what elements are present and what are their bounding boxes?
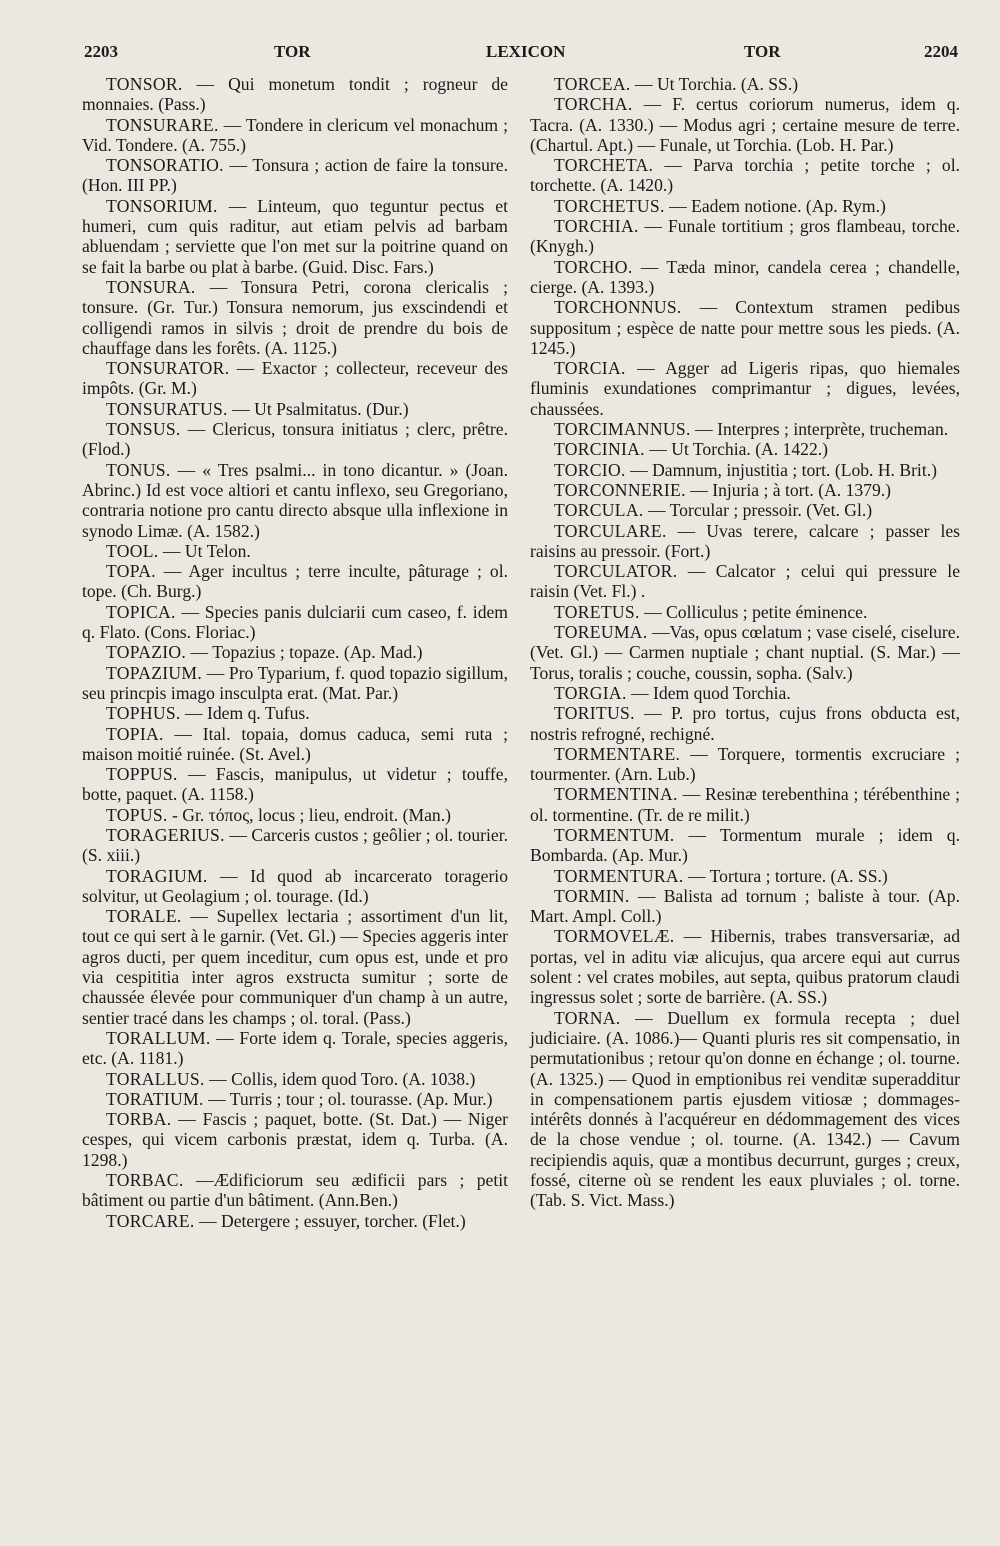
- dictionary-entry: [82, 358, 508, 399]
- entry-definition: — Interpres ; interprète, trucheman.: [695, 419, 949, 440]
- entry-definition: — Tormentum murale ; idem q. Bombarda. (Ap. Mur.): [530, 824, 960, 866]
- dictionary-entry: [530, 521, 960, 562]
- entry-headword: TORMIN.: [554, 885, 630, 906]
- entry-definition: — Tortura ; torture. (A. SS.): [687, 865, 888, 886]
- entry-headword: TORBA.: [106, 1109, 172, 1130]
- entry-definition: — Torcular ; pressoir. (Vet. Gl.): [647, 500, 873, 521]
- dictionary-entry: [530, 480, 960, 500]
- entry-headword: TOPAZIUM.: [106, 662, 203, 683]
- entry-definition: — Topazius ; topaze. (Ap. Mad.): [190, 642, 423, 663]
- dictionary-entry: [82, 155, 508, 196]
- dictionary-entry: [82, 196, 508, 277]
- dictionary-entry: [530, 703, 960, 744]
- entry-definition: — Tæda minor, candela cerea ; chandelle, cierge. (A. 1393.): [530, 256, 960, 297]
- entry-definition: — Id quod ab incarcerato toragerio solvitur, ut Geolagium ; ol. tourage. (Id.): [82, 865, 508, 906]
- entry-headword: TORCEA.: [554, 74, 631, 94]
- entry-headword: TORCHIA.: [554, 216, 639, 237]
- dictionary-entry: [530, 257, 960, 298]
- entry-headword: TONSORATIO.: [106, 155, 224, 176]
- entry-definition: — Ut Telon.: [162, 540, 251, 561]
- dictionary-entry: [82, 74, 508, 115]
- dictionary-entry: [82, 541, 508, 561]
- entry-definition: — Duellum ex formula recepta ; duel judiciaire. (A. 1086.)— Quanti pluris res sit compensatio, in permutationibus ; retour qu'on donne en échange ; ol. tourne. (A. 1325.) — Quod in emptionibus rei venditæ superadditur in compensationem partis ejusdem vitiosæ ; dommages-intérêts donnés à l'acquéreur en dédommagement des vices de la chose vendue ; ol. tourne. (A. 1342.) — Cavum recipiendis aquis, quæ a montibus decurrunt, gurges ; creux, fossé, citerne où se rendent les eaux pluviales ; ol. torne. (Tab. S. Vict. Mass.): [530, 1007, 961, 1211]
- entry-headword: TOPPUS.: [106, 764, 178, 785]
- dictionary-entry: [82, 663, 508, 704]
- entry-definition: — Idem q. Tufus.: [185, 703, 310, 724]
- dictionary-entry: [530, 460, 960, 480]
- entry-definition: — Damnum, injustitia ; tort. (Lob. H. Brit.): [630, 459, 937, 480]
- entry-definition: — Ut Psalmitatus. (Dur.): [232, 398, 409, 419]
- dictionary-entry: [82, 825, 508, 866]
- entry-headword: TONSURATOR.: [106, 358, 230, 379]
- entry-definition: — Carceris custos ; geôlier ; ol. tourier. (S. xiii.): [82, 824, 508, 866]
- entry-headword: TORMOVELÆ.: [554, 926, 675, 947]
- dictionary-entry: [530, 683, 960, 703]
- dictionary-entry: [530, 825, 960, 866]
- entry-definition: — Fascis, manipulus, ut videtur ; touffe, botte, paquet. (A. 1158.): [82, 764, 508, 805]
- entry-headword: TORCULA.: [554, 500, 644, 521]
- dictionary-entry: [530, 622, 960, 683]
- entry-definition: — Pro Typarium, f. quod topazio sigillum, seu princpis imago insculpta erat. (Mat. Par.): [82, 662, 508, 703]
- dictionary-entry: [82, 1089, 508, 1109]
- dictionary-entry: [82, 460, 508, 541]
- dictionary-entry: [530, 866, 960, 886]
- dictionary-entry: [530, 784, 960, 825]
- entry-definition: — Torquere, tormentis excruciare ; tourmenter. (Arn. Lub.): [530, 743, 960, 785]
- entry-definition: — Injuria ; à tort. (A. 1379.): [690, 479, 892, 500]
- entry-headword: TORCULATOR.: [554, 561, 678, 582]
- entry-headword: TORALLUM.: [106, 1027, 211, 1048]
- entry-headword: TONSURARE.: [106, 114, 219, 135]
- dictionary-entry: [82, 703, 508, 723]
- dictionary-entry: [82, 561, 508, 602]
- lexicon-title: LEXICON: [486, 42, 566, 61]
- dictionary-entry: [530, 94, 960, 155]
- entry-headword: TOPICA.: [106, 601, 176, 622]
- entry-definition: — Clericus, tonsura initiatus ; clerc, prêtre. (Flod.): [82, 419, 508, 460]
- entry-headword: TORMENTUM.: [554, 824, 675, 845]
- entry-definition: — Resinæ terebenthina ; térébenthine ; ol. tormentine. (Tr. de re milit.): [530, 784, 960, 825]
- dictionary-entry: [530, 297, 960, 358]
- entry-headword: TOPIA.: [106, 723, 164, 744]
- entry-definition: — Contextum stramen pedibus suppositum ; espèce de natte pour mettre sous les pieds. (A. 1245.): [530, 297, 960, 358]
- entry-headword: TORCIA.: [554, 358, 626, 379]
- dictionary-entry: [530, 196, 960, 216]
- dictionary-entry: [530, 216, 960, 257]
- dictionary-entry: [530, 744, 960, 785]
- entry-headword: TORITUS.: [554, 703, 635, 724]
- entry-headword: TONUS.: [106, 459, 171, 480]
- dictionary-entry: [530, 439, 960, 459]
- entry-headword: TORAGIUM.: [106, 865, 208, 886]
- right-page-number: 2204: [924, 42, 958, 61]
- entry-definition: — Supellex lectaria ; assortiment d'un lit, tout ce qui sert à le garnir. (Vet. Gl.) — Species aggeris inter agros ducti, per quem inceditur, cum opus est, unde et pro via cespititia inter agros exstructa sumitur ; sorte de chaussée élevée pour communiquer d'un champ à un autre, sentier tracé dans les champs ; ol. toral. (Pass.): [82, 906, 508, 1028]
- dictionary-entry: [82, 906, 508, 1028]
- entry-definition: — Tonsura ; action de faire la tonsure. (Hon. III PP.): [82, 155, 508, 196]
- left-guide-word: TOR: [274, 42, 311, 61]
- entry-definition: — Fascis ; paquet, botte. (St. Dat.) — Niger cespes, qui vicem carbonis præstat, idem q. Turba. (A. 1298.): [82, 1109, 508, 1170]
- entry-headword: TORCHONNUS.: [554, 297, 682, 318]
- entry-definition: — P. pro tortus, cujus frons obducta est, nostris refrogné, rechigné.: [530, 703, 960, 744]
- entry-definition: — Qui monetum tondit ; rogneur de monnaies. (Pass.): [82, 74, 508, 115]
- entry-definition: — Tondere in clericum vel monachum ; Vid. Tondere. (A. 755.): [82, 114, 508, 155]
- dictionary-entry: [530, 886, 960, 927]
- entry-definition: — Idem quod Torchia.: [631, 682, 791, 703]
- entry-headword: TORMENTURA.: [554, 865, 684, 886]
- dictionary-entry: [530, 500, 960, 520]
- entry-definition: — Funale tortitium ; gros flambeau, torche. (Knygh.): [530, 216, 960, 257]
- dictionary-entry: [82, 277, 508, 358]
- entry-headword: TORMENTARE.: [554, 743, 681, 764]
- dictionary-entry: [82, 764, 508, 805]
- entry-definition: — « Tres psalmi... in tono dicantur. » (Joan. Abrinc.) Id est voce altiori et cantu inflexo, seu Gregoriano, contraria notione pro cantu directo absque ulla inflexione in synodo Limæ. (A. 1582.): [82, 459, 508, 541]
- entry-headword: TONSOR.: [106, 74, 183, 94]
- dictionary-entry: [82, 115, 508, 156]
- dictionary-entry: [82, 1069, 508, 1089]
- dictionary-entry: [82, 399, 508, 419]
- entry-headword: TONSUS.: [106, 419, 181, 440]
- entry-headword: TORALE.: [106, 906, 182, 927]
- dictionary-entry: [530, 74, 960, 94]
- entry-headword: TOREUMA.: [554, 622, 648, 643]
- entry-definition: — Ut Torchia. (A. SS.): [634, 74, 799, 94]
- entry-headword: TOPUS.: [106, 804, 168, 825]
- running-header: [84, 42, 958, 68]
- entry-definition: — Species panis dulciarii cum caseo, f. idem q. Flato. (Cons. Floriac.): [82, 601, 508, 643]
- right-guide-word: TOR: [744, 42, 781, 61]
- dictionary-entry: [82, 1109, 508, 1170]
- dictionary-entry: [82, 866, 508, 907]
- dictionary-entry: [530, 419, 960, 439]
- entry-headword: TORCHETUS.: [554, 195, 665, 216]
- entry-definition: — Ager incultus ; terre inculte, pâturage ; ol. tope. (Ch. Burg.): [82, 561, 508, 602]
- entry-definition: —Ædificiorum seu ædificii pars ; petit bâtiment ou partie d'un bâtiment. (Ann.Ben.): [82, 1170, 509, 1211]
- entry-definition: — Agger ad Ligeris ripas, quo hiemales fluminis exundationes comprimantur ; digues, levées, chaussées.: [530, 358, 960, 419]
- entry-headword: TOPA.: [106, 561, 156, 582]
- entry-headword: TONSURATUS.: [106, 398, 228, 419]
- left-page-number: 2203: [84, 42, 118, 61]
- dictionary-entry: [82, 642, 508, 662]
- entry-definition: — Parva torchia ; petite torche ; ol. torchette. (A. 1420.): [530, 155, 961, 196]
- entry-headword: TORATIUM.: [106, 1088, 204, 1109]
- entry-headword: TORETUS.: [554, 601, 640, 622]
- dictionary-entry: [82, 1170, 508, 1211]
- dictionary-entry: [82, 1211, 508, 1231]
- entry-definition: — Turris ; tour ; ol. tourasse. (Ap. Mur.): [208, 1088, 493, 1109]
- dictionary-entry: [82, 419, 508, 460]
- dictionary-entry: [82, 1028, 508, 1069]
- entry-headword: TORCULARE.: [554, 520, 667, 541]
- entry-definition: — Collis, idem quod Toro. (A. 1038.): [209, 1068, 476, 1089]
- entry-headword: TORCARE.: [106, 1210, 195, 1231]
- entry-definition: — F. certus coriorum numerus, idem q. Tacra. (A. 1330.) — Modus agri ; certaine mesure de terre. (Chartul. Apt.) — Funale, ut Torchia. (Lob. H. Par.): [530, 94, 960, 155]
- entry-definition: - Gr. τόπος, locus ; lieu, endroit. (Man.): [172, 804, 451, 825]
- entry-definition: — Uvas terere, calcare ; passer les raisins au pressoir. (Fort.): [530, 520, 960, 561]
- entry-headword: TONSURA.: [106, 276, 196, 297]
- entry-headword: TORCHO.: [554, 256, 633, 277]
- entry-headword: TORCIO.: [554, 459, 626, 480]
- entry-headword: TORCHETA.: [554, 155, 654, 176]
- entry-definition: — Calcator ; celui qui pressure le raisin (Vet. Fl.) .: [530, 561, 960, 602]
- entry-headword: TORNA.: [554, 1007, 621, 1028]
- entry-headword: TORBAC.: [106, 1170, 184, 1191]
- entry-headword: TORCHA.: [554, 94, 633, 115]
- entry-headword: TORCIMANNUS.: [554, 419, 691, 440]
- entry-definition: — Exactor ; collecteur, receveur des impôts. (Gr. M.): [82, 358, 508, 399]
- dictionary-entry: [530, 155, 960, 196]
- entry-headword: TONSORIUM.: [106, 195, 218, 216]
- right-column: [530, 74, 960, 1211]
- entry-headword: TORAGERIUS.: [106, 824, 225, 845]
- entry-headword: TOPHUS.: [106, 703, 181, 724]
- entry-headword: TORGIA.: [554, 682, 627, 703]
- dictionary-entry: [530, 926, 960, 1007]
- entry-definition: — Eadem notione. (Ap. Rym.): [669, 195, 886, 216]
- entry-definition: — Ital. topaia, domus caduca, semi ruta ; maison moitié ruinée. (St. Avel.): [82, 723, 508, 764]
- entry-definition: — Tonsura Petri, corona clericalis ; tonsure. (Gr. Tur.) Tonsura nemorum, jus exscindendi et colligendi ramos in silvis ; droit de prendre du bois de chauffage dans les forêts. (A. 1125.): [82, 276, 508, 358]
- entry-headword: TORALLUS.: [106, 1068, 205, 1089]
- entry-headword: TORMENTINA.: [554, 784, 678, 805]
- left-column: [82, 74, 508, 1231]
- dictionary-entry: [530, 602, 960, 622]
- entry-definition: —Vas, opus cœlatum ; vase ciselé, ciselure. (Vet. Gl.) — Carmen nuptiale ; chant nuptial. (S. Mar.) — Torus, toralis ; couche, coussin, sopha. (Salv.): [530, 622, 960, 683]
- entry-definition: — Detergere ; essuyer, torcher. (Flet.): [199, 1210, 466, 1231]
- entry-definition: — Colliculus ; petite éminence.: [644, 601, 868, 622]
- entry-definition: — Hibernis, trabes transversariæ, ad portas, vel in aditu viæ alicujus, qua arcere equi aut currus solent : vel crates mobiles, aut septa, quibus pratorum claudi ingressus solet ; sorte de barrière. (A. SS.): [530, 926, 960, 1008]
- dictionary-entry: [530, 561, 960, 602]
- entry-headword: TOPAZIO.: [106, 642, 187, 663]
- entry-headword: TOOL.: [106, 540, 159, 561]
- dictionary-entry: [530, 1008, 960, 1211]
- dictionary-entry: [82, 602, 508, 643]
- dictionary-entry: [82, 805, 508, 825]
- entry-definition: — Balista ad tornum ; baliste à tour. (Ap. Mart. Ampl. Coll.): [530, 885, 960, 927]
- dictionary-entry: [82, 724, 508, 765]
- entry-headword: TORCINIA.: [554, 439, 645, 460]
- entry-definition: — Ut Torchia. (A. 1422.): [649, 439, 828, 460]
- entry-headword: TORCONNERIE.: [554, 479, 686, 500]
- entry-definition: — Forte idem q. Torale, species aggeris, etc. (A. 1181.): [82, 1027, 508, 1069]
- dictionary-entry: [530, 358, 960, 419]
- entry-definition: — Linteum, quo teguntur pectus et humeri, cum quis raditur, aut etiam pelvis ad barbam abluendam ; serviette que l'on met sur la poitrine quand on se fait la barbe ou plat à barbe. (Guid. Disc. Fars.): [82, 195, 508, 277]
